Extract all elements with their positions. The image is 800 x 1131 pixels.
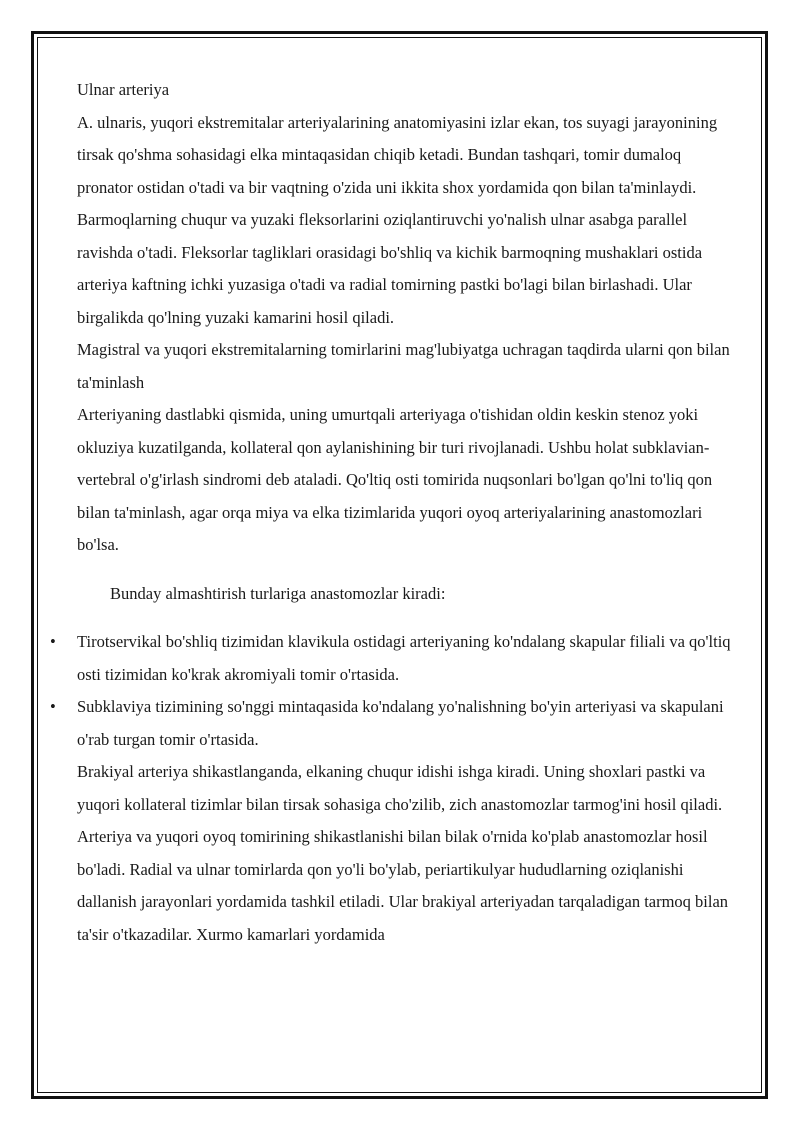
list-item: • Subklaviya tizimining so'nggi mintaqasida ko'ndalang yo'nalishning bo'yin arteriyasi va skapulani o'rab turgan tomir o'rtasida. (77, 691, 737, 756)
paragraph: Brakiyal arteriya shikastlanganda, elkaning chuqur idishi ishga kiradi. Uning shoxlari pastki va yuqori kollateral tizimlar bilan tirsak sohasiga cho'zilib, zich anastomozlar tarmog'ini hosil qiladi. (77, 762, 723, 814)
document-body (77, 74, 737, 951)
paragraph: Arteriyaning dastlabki qismida, uning umurtqali arteriyaga o'tishidan oldin keskin stenoz yoki okluziya kuzatilganda, kollateral qon aylanishining bir turi rivojlanadi. Ushbu holat subklavian-vertebral o'g'irlash sindromi deb ataladi. Qo'ltiq osti tomirida nuqsonlari bo'lgan qo'lni to'liq qon bilan ta'minlash, agar orqa miya va elka tizimlarida yuqori oyoq arteriyalarining anastomozlari bo'lsa. (77, 405, 713, 554)
section-heading: Magistral va yuqori ekstremitalarning tomirlarini mag'lubiyatga uchragan taqdirda ularni qon bilan ta'minlash (77, 340, 730, 392)
paragraph: A. ulnaris, yuqori ekstremitalar arteriyalarining anatomiyasini izlar ekan, tos suyagi jarayonining tirsak qo'shma sohasidagi elka mintaqasidan chiqib ketadi. Bundan tashqari, tomir dumaloq pronator ostidan o'tadi va bir vaqtning o'zida uni ikkita shox yordamida qon bilan ta'minlaydi. Barmoqlarning chuqur va yuzaki fleksorlarini oziqlantiruvchi yo'nalish ulnar asabga parallel ravishda o'tadi. Fleksorlar tagliklari orasidagi bo'shliq va kichik barmoqning mushaklari ostida arteriya kaftning ichki yuzasiga o'tadi va radial tomirning pastki bo'lagi bilan birlashadi. Ular birgalikda qo'lning yuzaki kamarini hosil qiladi. (77, 112, 718, 327)
list-item: • Tirotservikal bo'shliq tizimidan klavikula ostidagi arteriyaning ko'ndalang skapular filiali va qo'ltiq osti tizimidan ko'krak akromiyali tomir o'rtasida. (77, 626, 737, 691)
bullet-list (77, 626, 737, 756)
list-intro: Bunday almashtirish turlariga anastomozlar kiradi: (110, 583, 446, 603)
document-title: Ulnar arteriya (77, 80, 170, 99)
paragraph: Arteriya va yuqori oyoq tomirining shikastlanishi bilan bilak o'rnida ko'plab anastomozlar hosil bo'ladi. Radial va ulnar tomirlarda qon yo'li bo'ylab, periartikulyar hududlarning oziqlanishi dallanish jarayonlari yordamida tashkil etiladi. Ular brakiyal arteriyadan tarqaladigan tarmoq bilan ta'sir o'tkazadilar. Xurmo kamarlari yordamida (77, 827, 729, 944)
